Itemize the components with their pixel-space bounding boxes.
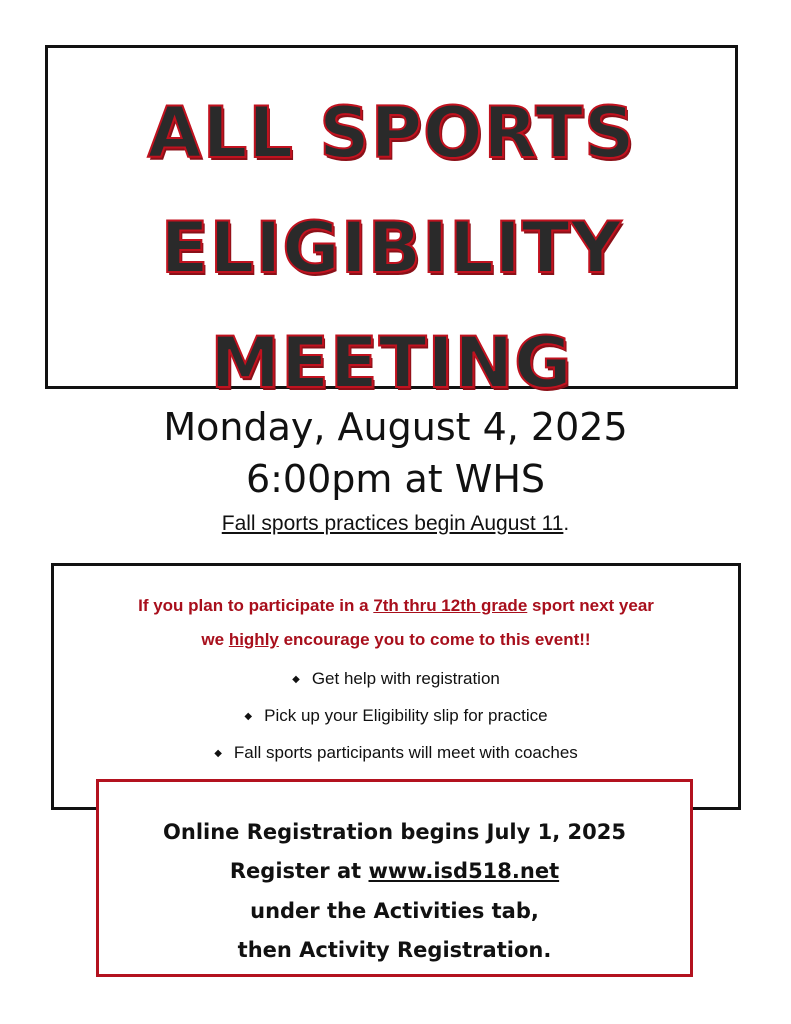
info-line-2-pre: we bbox=[201, 630, 229, 649]
info-line-2 bbox=[54, 630, 738, 650]
registration-site bbox=[99, 859, 690, 883]
info-line-1-pre: If you plan to participate in a bbox=[138, 596, 374, 615]
info-box bbox=[51, 563, 741, 810]
bullet-text: Fall sports participants will meet with coaches bbox=[233, 743, 578, 762]
info-line-1 bbox=[54, 596, 738, 616]
highly-word: highly bbox=[228, 630, 279, 649]
registration-start: Online Registration begins July 1, 2025 bbox=[163, 820, 626, 844]
bullet-text: Pick up your Eligibility slip for practice bbox=[264, 706, 548, 725]
diamond-bullet-icon: ◆ bbox=[244, 711, 253, 722]
bullet-item bbox=[54, 669, 738, 689]
event-time: 6:00pm at WHS bbox=[245, 457, 546, 501]
bullet-item bbox=[54, 743, 738, 763]
diamond-bullet-icon: ◆ bbox=[214, 748, 222, 759]
website-link[interactable]: www.isd518.net bbox=[368, 859, 560, 883]
registration-step: then Activity Registration. bbox=[237, 938, 552, 962]
bullet-item bbox=[54, 706, 738, 726]
diamond-bullet-icon: ◆ bbox=[292, 674, 300, 685]
bullet-text: Get help with registration bbox=[311, 669, 500, 688]
event-date: Monday, August 4, 2025 bbox=[163, 405, 628, 449]
register-at-label: Register at bbox=[229, 859, 369, 883]
title-line-3: MEETING bbox=[210, 322, 573, 404]
practice-note-period: . bbox=[563, 512, 570, 535]
practice-note-text: Fall sports practices begin August 11 bbox=[221, 512, 564, 535]
practice-note bbox=[0, 512, 791, 536]
title-line-2: ELIGIBILITY bbox=[160, 207, 623, 289]
grade-range: 7th thru 12th grade bbox=[373, 596, 528, 615]
registration-box bbox=[96, 779, 693, 977]
title-line-1: ALL SPORTS bbox=[147, 92, 636, 174]
registration-tab: under the Activities tab, bbox=[250, 899, 539, 923]
info-line-2-post: encourage you to come to this event!! bbox=[278, 630, 591, 649]
title-box bbox=[45, 45, 738, 404]
info-line-1-post: sport next year bbox=[527, 596, 654, 615]
